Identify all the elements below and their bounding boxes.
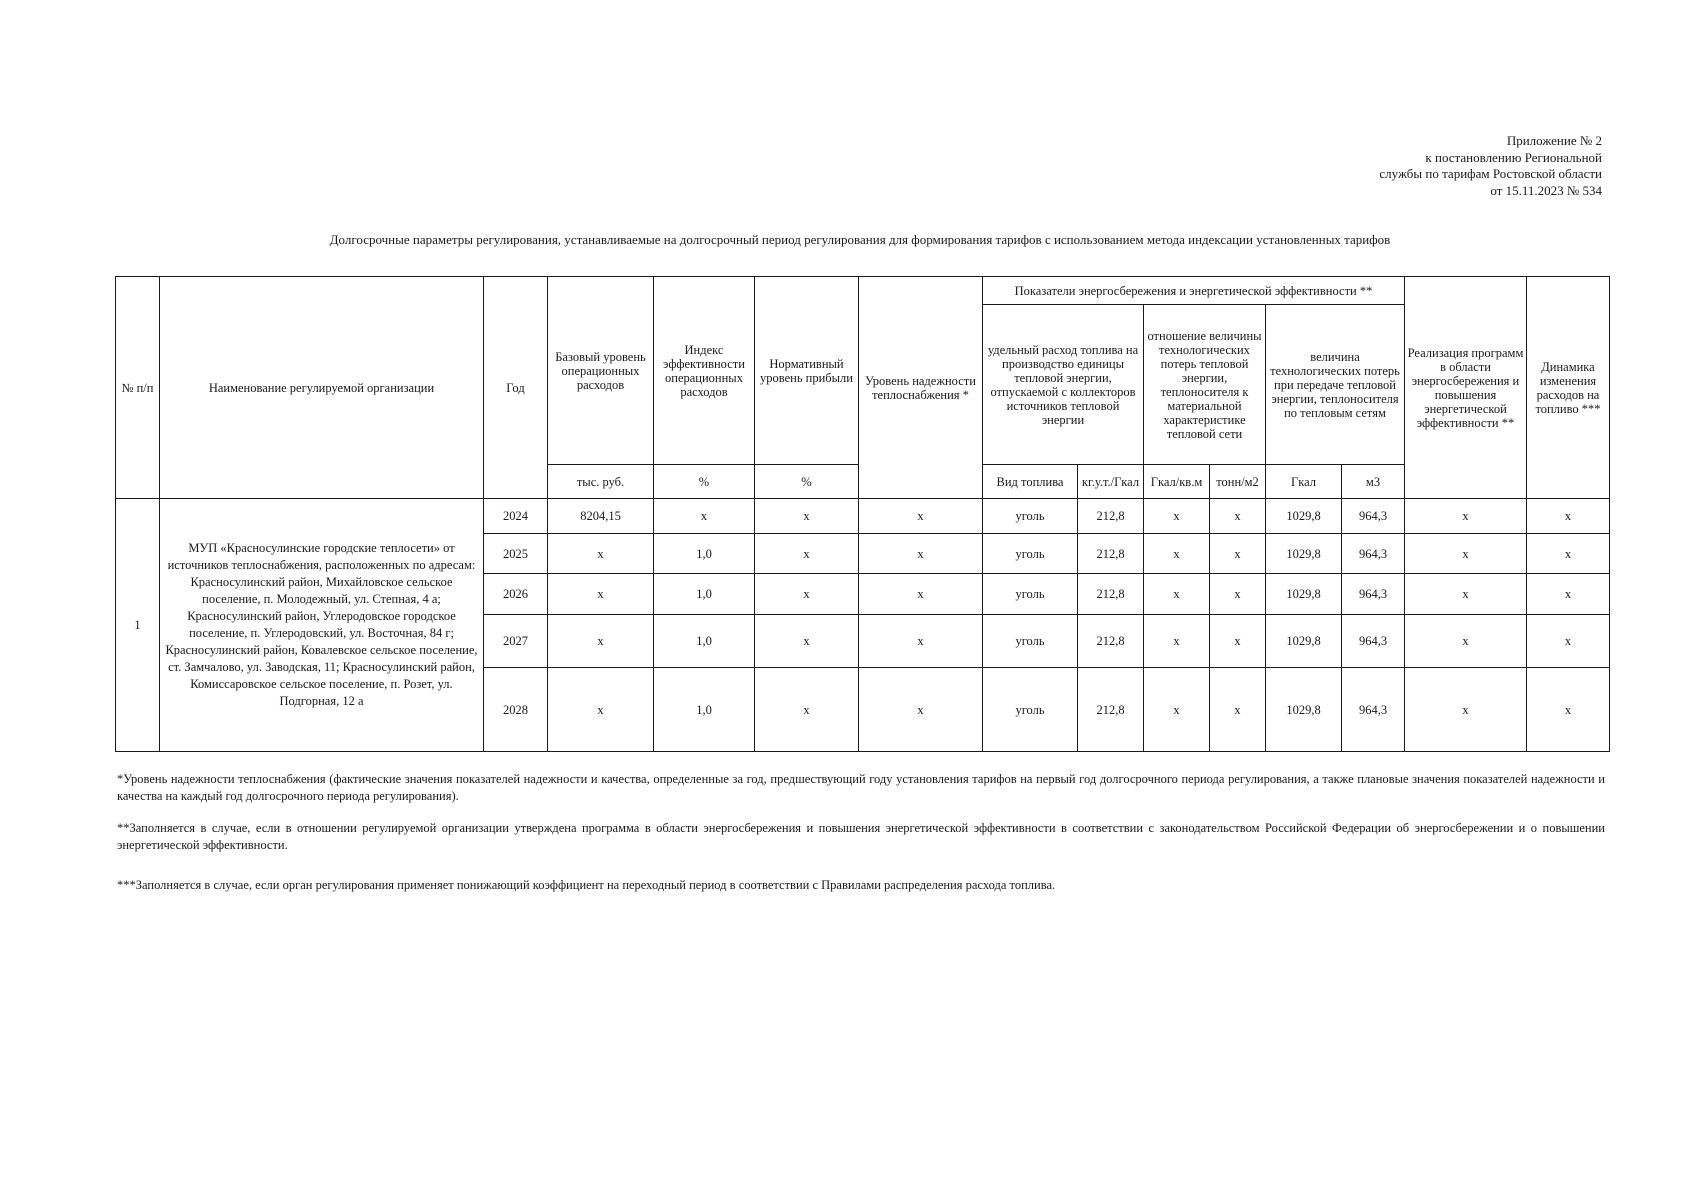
cell-year: 2025 <box>484 534 548 574</box>
cell-loss-ratio-gcal: х <box>1144 499 1210 534</box>
cell-reliability: х <box>859 499 983 534</box>
header-base-opex: Базовый уровень операционных расходов <box>548 277 654 465</box>
cell-efficiency-index: 1,0 <box>654 574 755 615</box>
cell-fuel-rate: 212,8 <box>1078 668 1144 752</box>
header-row-1 <box>116 277 1610 305</box>
cell-reliability: х <box>859 615 983 668</box>
unit-loss-ratio-gcal: Гкал/кв.м <box>1144 465 1210 499</box>
cell-base-opex: х <box>548 534 654 574</box>
header-fuel-rate: удельный расход топлива на производство единицы тепловой энергии, отпускаемой с коллекторов источников тепловой энергии <box>983 305 1144 465</box>
cell-reliability: х <box>859 574 983 615</box>
appendix-date-line: от 15.11.2023 № 534 <box>1490 182 1602 198</box>
cell-losses-m3: 964,3 <box>1342 615 1405 668</box>
cell-losses-m3: 964,3 <box>1342 499 1405 534</box>
footnote-reliability: *Уровень надежности теплоснабжения (фактические значения показателей надежности и качества, определенные за год, предшествующий году установления тарифов на первый год долгосрочного периода регулирования, а также плановые значения показателей надежности и качества на каждый год долгосрочного периода регулирования). <box>117 772 1605 803</box>
cell-loss-ratio-ton: х <box>1210 668 1266 752</box>
organization-name: МУП «Красносулинские городские теплосети» от источников теплоснабжения, расположенных по адресам: Красносулинский район, Михайловское сельское поселение, п. Молодежный, ул. Степная, 4 а; Красносулинский район, Углеродовское городское поселение, п. Углеродовский, ул. Восточная, 84 г; Красносулинский район, Ковалевское сельское поселение, ст. Замчалово, ул. Заводская, 11; Красносулинский район, Комиссаровское сельское поселение, п. Розет, ул. Подгорная, 12 а <box>160 499 484 752</box>
cell-losses-m3: 964,3 <box>1342 574 1405 615</box>
header-profit-level: Нормативный уровень прибыли <box>755 277 859 465</box>
row-number: 1 <box>116 499 160 752</box>
cell-fuel-dynamics: х <box>1527 574 1610 615</box>
cell-base-opex: 8204,15 <box>548 499 654 534</box>
cell-efficiency-index: 1,0 <box>654 615 755 668</box>
unit-losses-gcal: Гкал <box>1266 465 1342 499</box>
cell-profit: х <box>755 574 859 615</box>
cell-fuel-type: уголь <box>983 615 1078 668</box>
unit-fuel-type: Вид топлива <box>983 465 1078 499</box>
cell-programs: х <box>1405 534 1527 574</box>
cell-loss-ratio-ton: х <box>1210 615 1266 668</box>
appendix-authority-line: службы по тарифам Ростовской области <box>1379 166 1602 181</box>
cell-losses-m3: 964,3 <box>1342 534 1405 574</box>
regulation-parameters-table <box>115 276 1610 752</box>
cell-base-opex: х <box>548 574 654 615</box>
document-title: Долгосрочные параметры регулирования, устанавливаемые на долгосрочный период регулирования для формирования тарифов с использованием метода индексации установленных тарифов <box>329 232 1391 247</box>
cell-profit: х <box>755 668 859 752</box>
header-loss-ratio: отношение величины технологических потерь тепловой энергии, теплоносителя к материальной характеристике тепловой сети <box>1144 305 1266 465</box>
cell-fuel-type: уголь <box>983 574 1078 615</box>
cell-fuel-type: уголь <box>983 534 1078 574</box>
cell-year: 2024 <box>484 499 548 534</box>
header-fuel-dynamics: Динамика изменения расходов на топливо *** <box>1527 277 1610 499</box>
cell-reliability: х <box>859 534 983 574</box>
cell-fuel-dynamics: х <box>1527 499 1610 534</box>
cell-fuel-type: уголь <box>983 499 1078 534</box>
cell-efficiency-index: 1,0 <box>654 668 755 752</box>
cell-programs: х <box>1405 499 1527 534</box>
header-reliability: Уровень надежности теплоснабжения * <box>859 277 983 499</box>
cell-loss-ratio-gcal: х <box>1144 534 1210 574</box>
unit-profit: % <box>755 465 859 499</box>
header-energy-programs: Реализация программ в области энергосбережения и повышения энергетической эффективности ** <box>1405 277 1527 499</box>
cell-base-opex: х <box>548 615 654 668</box>
cell-profit: х <box>755 615 859 668</box>
appendix-number: Приложение № 2 <box>1506 133 1602 148</box>
header-efficiency-index: Индекс эффективности операционных расходов <box>654 277 755 465</box>
cell-fuel-rate: 212,8 <box>1078 499 1144 534</box>
cell-losses-gcal: 1029,8 <box>1266 499 1342 534</box>
footnote-fuel-coefficient: ***Заполняется в случае, если орган регулирования применяет понижающий коэффициент на переходный период в соответствии с Правилами распределения расхода топлива. <box>117 878 1056 892</box>
cell-losses-gcal: 1029,8 <box>1266 574 1342 615</box>
cell-loss-ratio-gcal: х <box>1144 574 1210 615</box>
cell-fuel-dynamics: х <box>1527 534 1610 574</box>
header-num: № п/п <box>116 277 160 499</box>
appendix-reference <box>1379 133 1602 199</box>
header-org-name: Наименование регулируемой организации <box>160 277 484 499</box>
unit-losses-m3: м3 <box>1342 465 1405 499</box>
header-heat-losses: величина технологических потерь при передаче тепловой энергии, теплоносителя по тепловым сетям <box>1266 305 1405 465</box>
cell-loss-ratio-gcal: х <box>1144 668 1210 752</box>
cell-programs: х <box>1405 668 1527 752</box>
unit-loss-ratio-ton: тонн/м2 <box>1210 465 1266 499</box>
cell-fuel-dynamics: х <box>1527 668 1610 752</box>
cell-fuel-rate: 212,8 <box>1078 615 1144 668</box>
cell-fuel-rate: 212,8 <box>1078 574 1144 615</box>
cell-reliability: х <box>859 668 983 752</box>
cell-base-opex: х <box>548 668 654 752</box>
cell-loss-ratio-ton: х <box>1210 574 1266 615</box>
cell-year: 2027 <box>484 615 548 668</box>
cell-fuel-rate: 212,8 <box>1078 534 1144 574</box>
cell-loss-ratio-gcal: х <box>1144 615 1210 668</box>
header-year: Год <box>484 277 548 499</box>
cell-loss-ratio-ton: х <box>1210 534 1266 574</box>
cell-profit: х <box>755 534 859 574</box>
cell-year: 2028 <box>484 668 548 752</box>
cell-profit: х <box>755 499 859 534</box>
appendix-resolution-line: к постановлению Региональной <box>1425 149 1602 165</box>
cell-programs: х <box>1405 574 1527 615</box>
cell-losses-gcal: 1029,8 <box>1266 615 1342 668</box>
unit-base-opex: тыс. руб. <box>548 465 654 499</box>
cell-losses-gcal: 1029,8 <box>1266 668 1342 752</box>
cell-programs: х <box>1405 615 1527 668</box>
cell-fuel-type: уголь <box>983 668 1078 752</box>
cell-loss-ratio-ton: х <box>1210 499 1266 534</box>
cell-losses-m3: 964,3 <box>1342 668 1405 752</box>
cell-efficiency-index: х <box>654 499 755 534</box>
header-energy-saving-group: Показатели энергосбережения и энергетической эффективности ** <box>983 277 1405 305</box>
footnote-energy-program: **Заполняется в случае, если в отношении регулируемой организации утверждена программа в области энергосбережения и повышения энергетической эффективности в соответствии с законодательством Российской Федерации об энергосбережении и о повышении энергетической эффективности. <box>117 821 1605 852</box>
footnotes <box>117 771 1605 903</box>
table-row <box>116 499 1610 534</box>
cell-efficiency-index: 1,0 <box>654 534 755 574</box>
unit-fuel-rate: кг.у.т./Гкал <box>1078 465 1144 499</box>
unit-efficiency-index: % <box>654 465 755 499</box>
cell-fuel-dynamics: х <box>1527 615 1610 668</box>
cell-losses-gcal: 1029,8 <box>1266 534 1342 574</box>
cell-year: 2026 <box>484 574 548 615</box>
